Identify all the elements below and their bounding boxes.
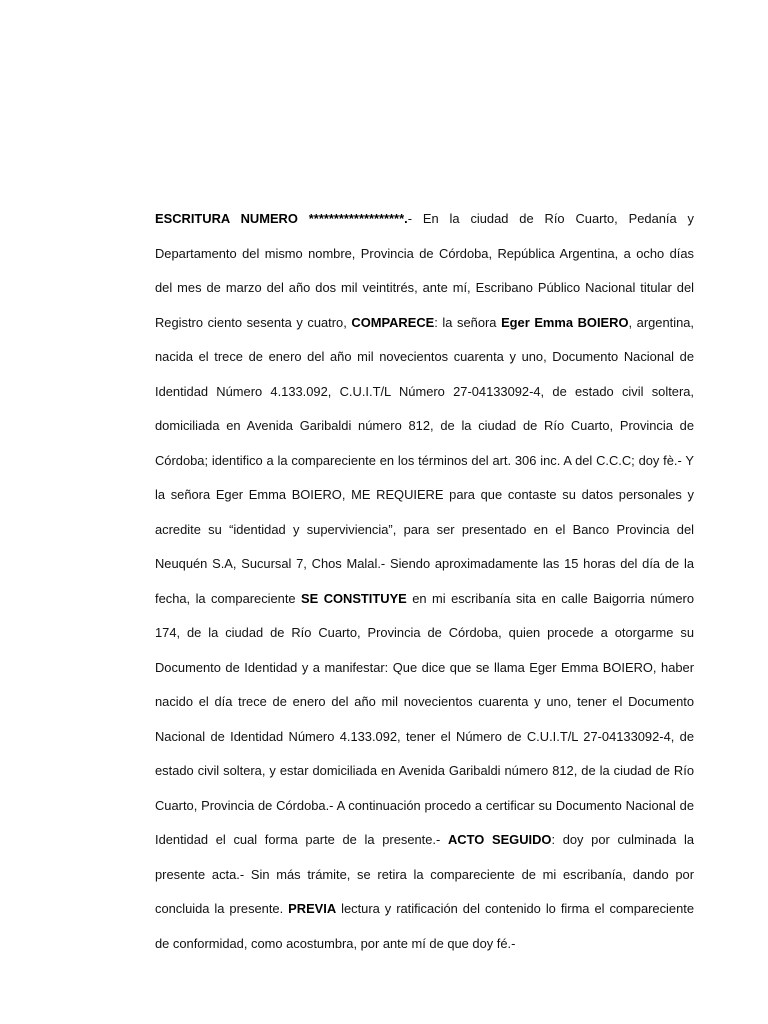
deed-keyword-previa: PREVIA (288, 901, 337, 916)
deed-heading-escritura-numero: ESCRITURA NUMERO *******************. (155, 211, 408, 226)
deed-text-segment: , argentina, nacida el trece de enero del año mil novecientos cuarenta y uno, Documento Nacional de Identidad Número 4.133.092, C.U.I.T/L Número 27-04133092-4, de estado civil soltera, domiciliada en Avenida Garibaldi número 812, de la ciudad de Río Cuarto, Provincia de Córdoba; identifico a la compareciente en los términos del art. 306 inc. A del C.C.C; doy fè.- Y la señora Eger Emma BOIERO, ME REQUIERE para que contaste su datos personales y acredite su “identidad y superviviencia”, para ser presentado en el Banco Provincia del Neuquén S.A, Sucursal 7, Chos Malal.- Siendo aproximadamente las 15 horas del día de la fecha, la compareciente (155, 314, 694, 606)
deed-text-segment: : la señora (434, 314, 502, 330)
deed-party-name: Eger Emma BOIERO (501, 314, 629, 330)
deed-keyword-acto-seguido: ACTO SEGUIDO (448, 832, 552, 847)
deed-text-segment: : doy por culminada la presente acta.- Sin más trámite, se retira la compareciente de mi escribanía, dando por concluida la presente. (155, 832, 694, 916)
deed-body-paragraph (155, 202, 694, 961)
deed-text-segment: - En la ciudad de Río Cuarto, Pedanía y Departamento del mismo nombre, Provincia de Córdoba, República Argentina, a ocho días del mes de marzo del año dos mil veintitrés, ante mí, Escribano Público Nacional titular del Registro ciento sesenta y cuatro, (155, 211, 694, 330)
deed-text-segment: en mi escribanía sita en calle Baigorria número 174, de la ciudad de Río Cuarto, Provincia de Córdoba, quien procede a otorgarme su Documento de Identidad y a manifestar: Que dice que se llama Eger Emma BOIERO, haber nacido el día trece de enero del año mil novecientos cuarenta y uno, tener el Documento Nacional de Identidad Número 4.133.092, tener el Número de C.U.I.T/L 27-04133092-4, de estado civil soltera, y estar domiciliada en Avenida Garibaldi número 812, de la ciudad de Río Cuarto, Provincia de Córdoba.- A continuación procedo a certificar su Documento Nacional de Identidad el cual forma parte de la presente.- (155, 590, 694, 847)
deed-keyword-se-constituye: SE CONSTITUYE (301, 590, 407, 606)
deed-text-segment: lectura y ratificación del contenido lo firma el compareciente de conformidad, como acostumbra, por ante mí de que doy fé.- (155, 901, 694, 951)
deed-keyword-comparece: COMPARECE (351, 314, 435, 330)
